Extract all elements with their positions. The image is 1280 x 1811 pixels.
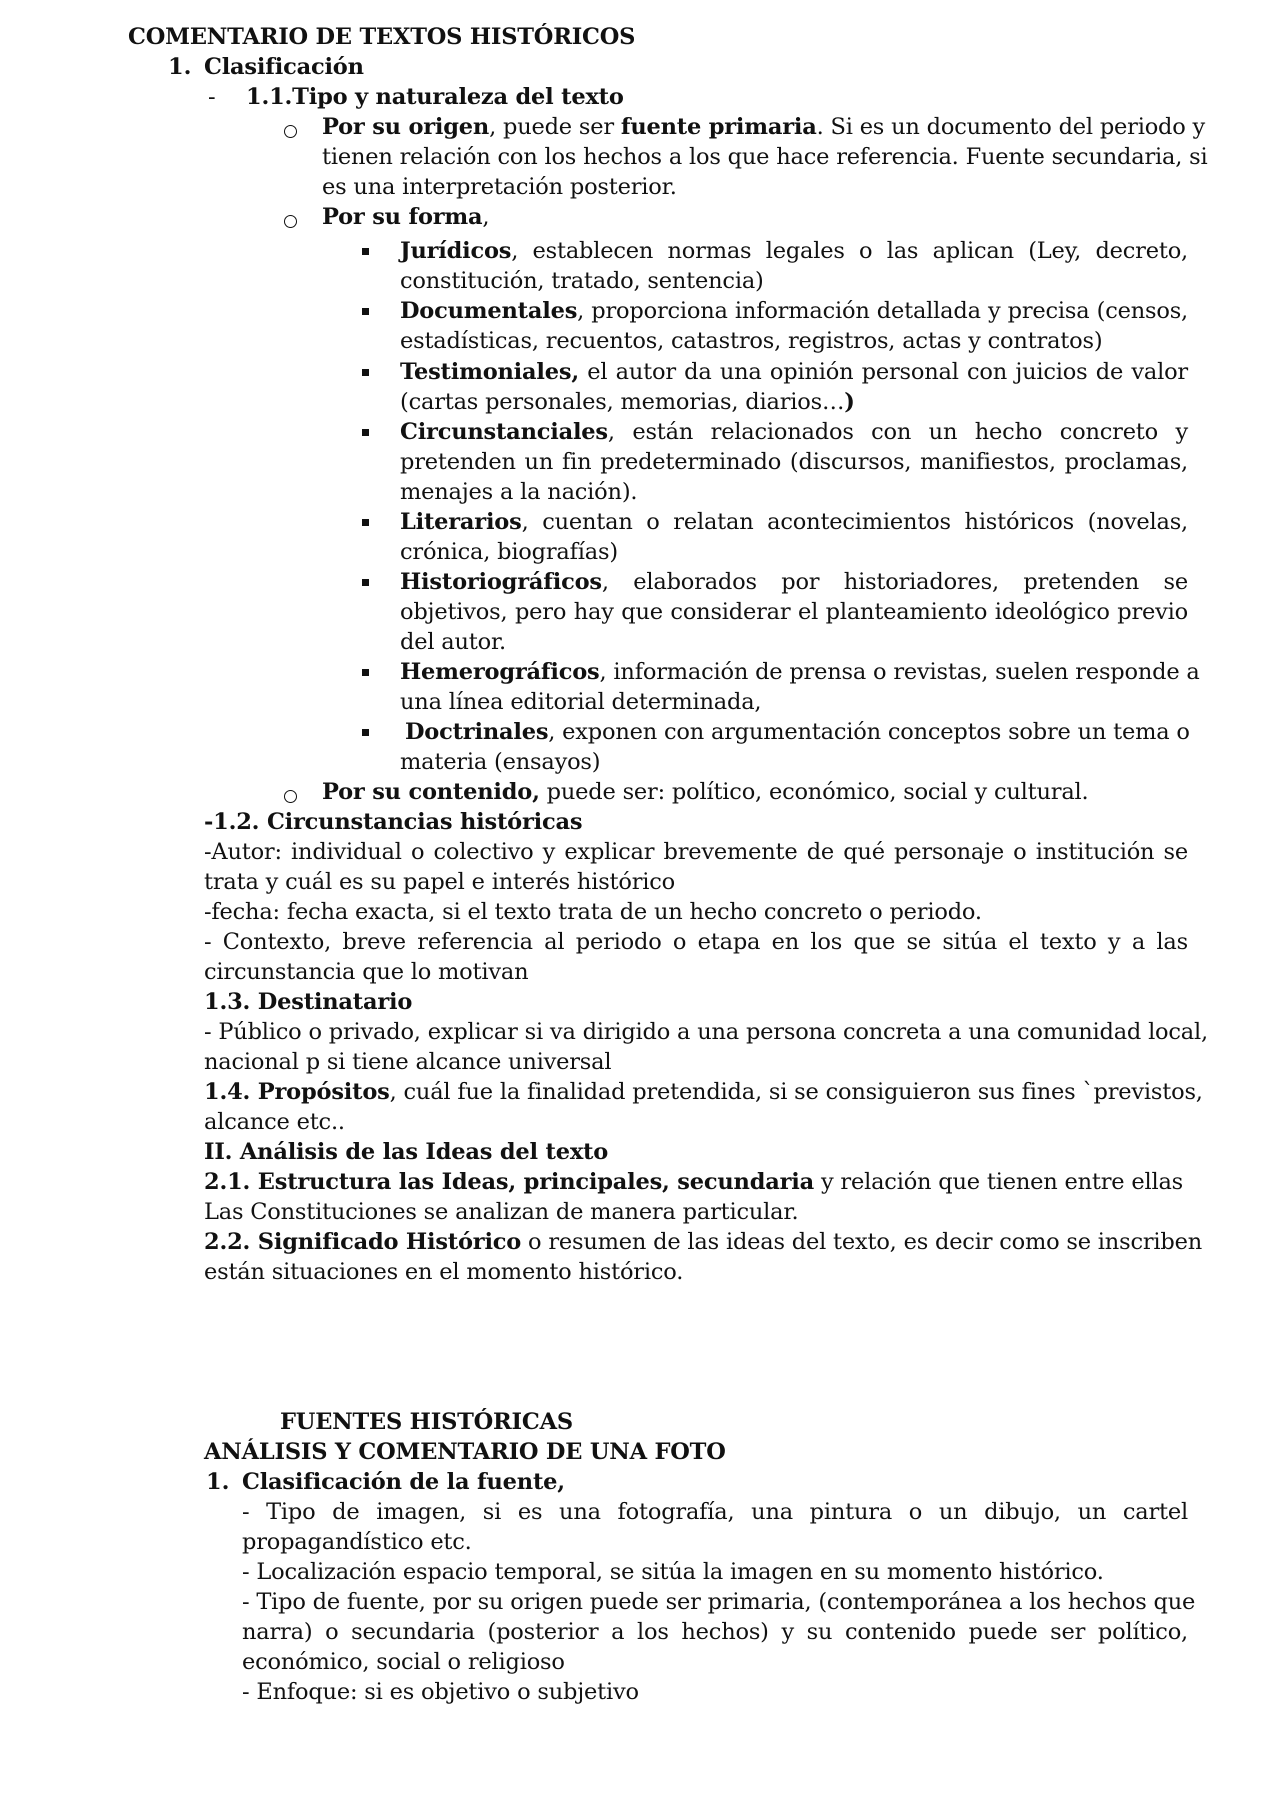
significado-line-2: están situaciones en el momento histórico. bbox=[204, 1259, 684, 1285]
analisis-foto-title: ANÁLISIS Y COMENTARIO DE UNA FOTO bbox=[204, 1439, 726, 1465]
clasificacion-fuente-heading: Clasificación de la fuente, bbox=[242, 1469, 565, 1495]
circunstanciales-line-2: pretenden un fin predeterminado (discursos, manifiestos, proclamas, bbox=[400, 449, 1188, 475]
circunstanciales-line-1: Circunstanciales, están relacionados con un hecho concreto y bbox=[400, 419, 1188, 445]
circunstanciales-line-3: menajes a la nación). bbox=[400, 479, 638, 505]
destinatario-line-1: - Público o privado, explicar si va dirigido a una persona concreta a una comunidad local, bbox=[204, 1019, 1208, 1045]
propositos-line-1: 1.4. Propósitos, cuál fue la finalidad pretendida, si se consiguieron sus fines `previstos, bbox=[204, 1079, 1203, 1105]
forma-heading: Por su forma, bbox=[322, 204, 490, 230]
square-bullet-icon bbox=[362, 669, 369, 676]
tipo-imagen-line-2: propagandístico etc. bbox=[242, 1529, 472, 1555]
fuentes-historicas-title: FUENTES HISTÓRICAS bbox=[280, 1409, 573, 1435]
dash-bullet: - bbox=[208, 84, 216, 110]
historiograficos-line-2: objetivos, pero hay que considerar el planteamiento ideológico previo bbox=[400, 599, 1188, 625]
testimoniales-line-2: (cartas personales, memorias, diarios…) bbox=[400, 389, 855, 415]
tipo-imagen-line-1: - Tipo de imagen, si es una fotografía, una pintura o un dibujo, un cartel bbox=[242, 1499, 1188, 1525]
enfoque-line: - Enfoque: si es objetivo o subjetivo bbox=[242, 1679, 639, 1705]
subheading-destinatario: 1.3. Destinatario bbox=[204, 989, 413, 1015]
juridicos-line-2: constitución, tratado, sentencia) bbox=[400, 268, 764, 294]
subheading-tipo-naturaleza: 1.1.Tipo y naturaleza del texto bbox=[246, 84, 624, 110]
list-number: 1. bbox=[168, 54, 192, 80]
list-number: 1. bbox=[206, 1469, 230, 1495]
circle-bullet-icon bbox=[284, 125, 297, 138]
propositos-line-2: alcance etc.. bbox=[204, 1109, 345, 1135]
hemerograficos-line-2: una línea editorial determinada, bbox=[400, 689, 762, 715]
destinatario-line-2: nacional p si tiene alcance universal bbox=[204, 1049, 612, 1075]
historiograficos-line-1: Historiográficos, elaborados por historiadores, pretenden se bbox=[400, 569, 1188, 595]
contexto-line-1: - Contexto, breve referencia al periodo o etapa en los que se sitúa el texto y a las bbox=[204, 929, 1188, 955]
document-title: COMENTARIO DE TEXTOS HISTÓRICOS bbox=[128, 24, 636, 50]
section-heading-analisis: II. Análisis de las Ideas del texto bbox=[204, 1139, 609, 1165]
localizacion-line: - Localización espacio temporal, se sitúa la imagen en su momento histórico. bbox=[242, 1559, 1104, 1585]
square-bullet-icon bbox=[362, 519, 369, 526]
tipo-fuente-line-1: - Tipo de fuente, por su origen puede ser primaria, (contemporánea a los hechos que bbox=[242, 1589, 1196, 1615]
historiograficos-line-3: del autor. bbox=[400, 629, 506, 655]
section-heading-clasificacion: Clasificación bbox=[204, 54, 364, 80]
square-bullet-icon bbox=[362, 308, 369, 315]
square-bullet-icon bbox=[362, 248, 369, 255]
estructura-line: 2.1. Estructura las Ideas, principales, secundaria y relación que tienen entre ellas bbox=[204, 1169, 1184, 1195]
documentales-line-1: Documentales, proporciona información detallada y precisa (censos, bbox=[400, 298, 1188, 324]
testimoniales-line-1: Testimoniales, el autor da una opinión personal con juicios de valor bbox=[400, 359, 1188, 385]
constituciones-line: Las Constituciones se analizan de manera particular. bbox=[204, 1199, 799, 1225]
origen-line-1: Por su origen, puede ser fuente primaria. Si es un documento del periodo y bbox=[322, 114, 1206, 140]
square-bullet-icon bbox=[362, 369, 369, 376]
origen-line-3: es una interpretación posterior. bbox=[322, 174, 677, 200]
square-bullet-icon bbox=[362, 579, 369, 586]
literarios-line-2: crónica, biografías) bbox=[400, 539, 618, 565]
tipo-fuente-line-2: narra) o secundaria (posterior a los hechos) y su contenido puede ser político, bbox=[242, 1619, 1188, 1645]
origen-line-2: tienen relación con los hechos a los que hace referencia. Fuente secundaria, si bbox=[322, 144, 1208, 170]
hemerograficos-line-1: Hemerográficos, información de prensa o revistas, suelen responde a bbox=[400, 659, 1200, 685]
contexto-line-2: circunstancia que lo motivan bbox=[204, 959, 529, 985]
juridicos-line-1: Jurídicos, establecen normas legales o las aplican (Ley, decreto, bbox=[400, 238, 1188, 264]
autor-line-2: trata y cuál es su papel e interés histórico bbox=[204, 869, 676, 895]
subheading-circunstancias: -1.2. Circunstancias históricas bbox=[204, 809, 583, 835]
contenido-line: Por su contenido, puede ser: político, económico, social y cultural. bbox=[322, 779, 1089, 805]
square-bullet-icon bbox=[362, 729, 369, 736]
doctrinales-line-2: materia (ensayos) bbox=[400, 749, 601, 775]
literarios-line-1: Literarios, cuentan o relatan acontecimientos históricos (novelas, bbox=[400, 509, 1188, 535]
circle-bullet-icon bbox=[284, 215, 297, 228]
documentales-line-2: estadísticas, recuentos, catastros, registros, actas y contratos) bbox=[400, 328, 1103, 354]
doctrinales-line-1: Doctrinales, exponen con argumentación conceptos sobre un tema o bbox=[405, 719, 1190, 745]
tipo-fuente-line-3: económico, social o religioso bbox=[242, 1649, 565, 1675]
fecha-line: -fecha: fecha exacta, si el texto trata de un hecho concreto o periodo. bbox=[204, 899, 982, 925]
autor-line-1: -Autor: individual o colectivo y explicar brevemente de qué personaje o institución se bbox=[204, 839, 1188, 865]
significado-line-1: 2.2. Significado Histórico o resumen de las ideas del texto, es decir como se inscriben bbox=[204, 1229, 1203, 1255]
square-bullet-icon bbox=[362, 429, 369, 436]
circle-bullet-icon bbox=[284, 790, 297, 803]
